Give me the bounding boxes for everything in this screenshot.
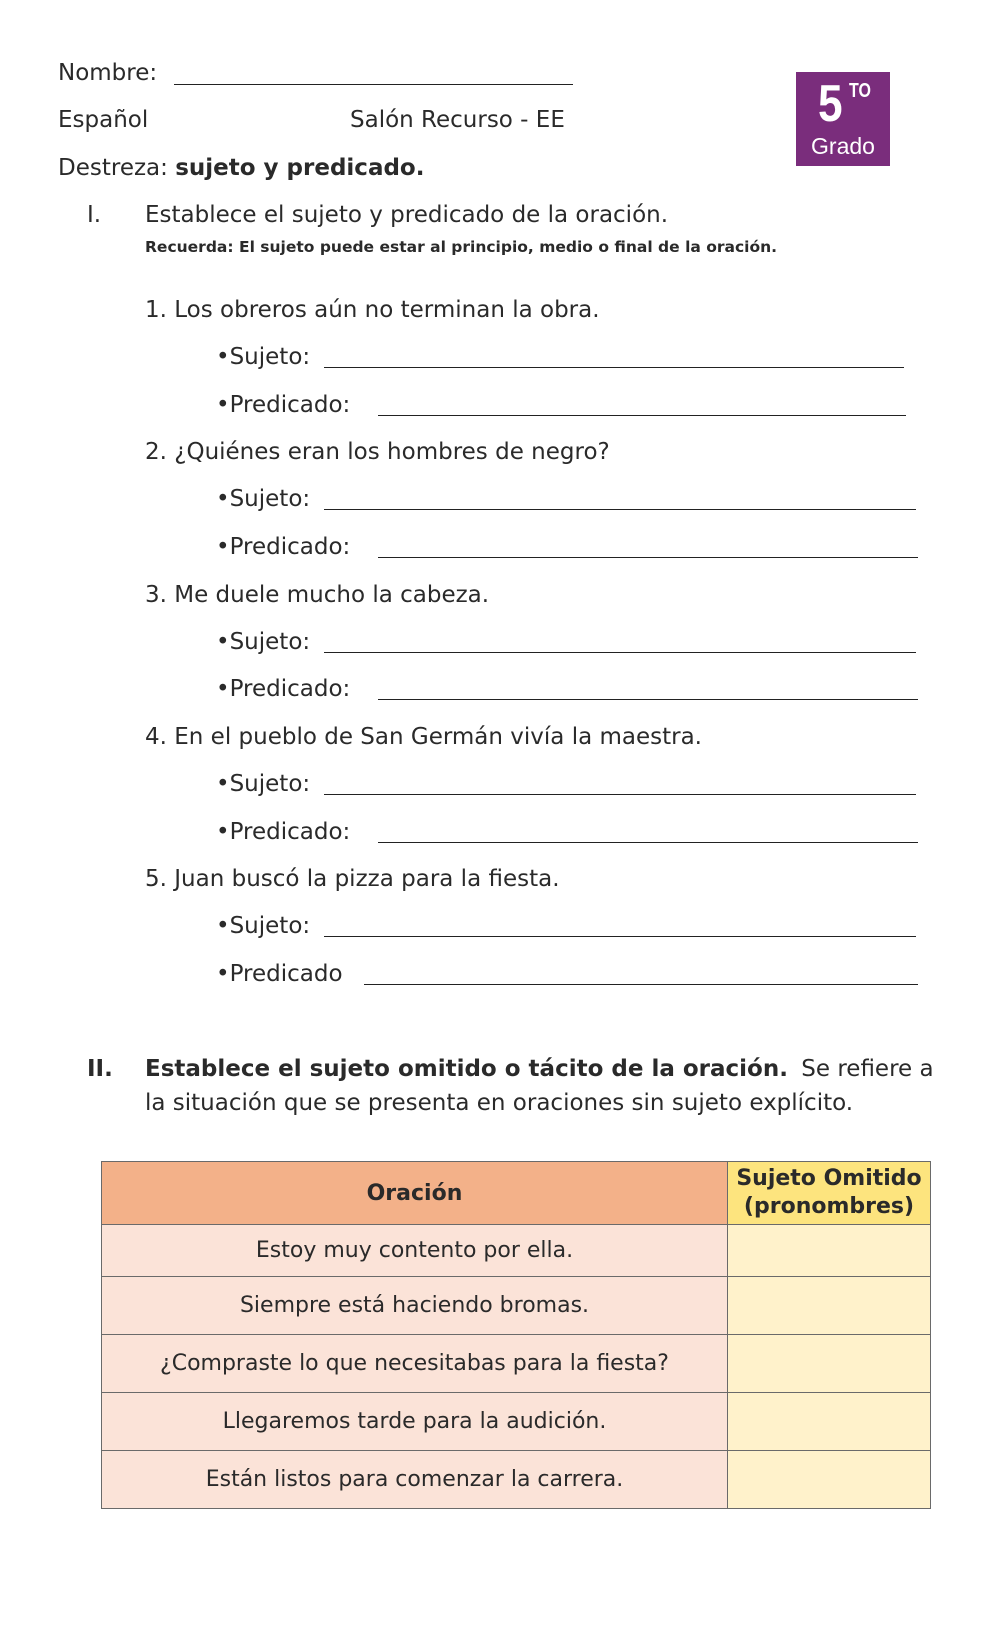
answer-cell[interactable] xyxy=(728,1451,931,1509)
grade-number: 5 xyxy=(818,75,843,133)
answer-cell[interactable] xyxy=(728,1393,931,1451)
sentence-cell: Estoy muy contento por ella. xyxy=(102,1225,728,1277)
item-1-sujeto-label: Sujeto: xyxy=(229,344,311,370)
item-2-sentence: 2. ¿Quiénes eran los hombres de negro? xyxy=(145,439,610,465)
table-row xyxy=(102,1277,931,1335)
header-sujeto-line1: Sujeto Omitido xyxy=(736,1166,922,1191)
header-oracion: Oración xyxy=(102,1162,728,1225)
section2-title-bold: Establece el sujeto omitido o tácito de la oración. xyxy=(145,1056,788,1082)
answer-cell[interactable] xyxy=(728,1225,931,1277)
skill-value: sujeto y predicado. xyxy=(175,155,425,181)
item-1-sentence: 1. Los obreros aún no terminan la obra. xyxy=(145,297,600,323)
sentence-cell: Siempre está haciendo bromas. xyxy=(102,1277,728,1335)
section1-numeral: I. xyxy=(87,202,102,228)
nombre-answer-line[interactable] xyxy=(174,84,573,85)
item-4-sujeto: •Sujeto: xyxy=(216,771,311,797)
item-1-predicado: •Predicado: xyxy=(216,392,351,418)
item-1-predicado-label: Predicado: xyxy=(229,392,351,418)
item-1-predicado-line[interactable] xyxy=(378,415,906,416)
item-3-sujeto: •Sujeto: xyxy=(216,629,311,655)
item-2-predicado-label: Predicado: xyxy=(229,534,351,560)
section1-title: Establece el sujeto y predicado de la oración. xyxy=(145,202,669,228)
grade-superscript: TO xyxy=(849,80,871,102)
item-5-predicado-label: Predicado xyxy=(229,961,343,987)
grade-label: Grado xyxy=(811,133,875,159)
section2-title-line2: la situación que se presenta en oraciones sin sujeto explícito. xyxy=(145,1090,854,1116)
item-3-sentence: 3. Me duele mucho la cabeza. xyxy=(145,582,490,608)
item-2-predicado-line[interactable] xyxy=(378,557,918,558)
item-5-predicado: •Predicado xyxy=(216,961,343,987)
section2-title-line1 xyxy=(145,1054,934,1084)
header-sujeto-line2: (pronombres) xyxy=(743,1194,915,1219)
item-5-sujeto-line[interactable] xyxy=(324,936,916,937)
section2-title-rest: Se refiere a xyxy=(801,1056,934,1082)
nombre-label: Nombre: xyxy=(58,60,158,86)
item-3-predicado-line[interactable] xyxy=(378,699,918,700)
item-5-sentence: 5. Juan buscó la pizza para la fiesta. xyxy=(145,866,560,892)
item-3-predicado-label: Predicado: xyxy=(229,676,351,702)
table-row xyxy=(102,1335,931,1393)
item-5-predicado-line[interactable] xyxy=(364,984,918,985)
item-2-sujeto: •Sujeto: xyxy=(216,486,311,512)
subject-label: Español xyxy=(58,107,149,133)
item-4-sujeto-line[interactable] xyxy=(324,794,916,795)
sentence-cell: Están listos para comenzar la carrera. xyxy=(102,1451,728,1509)
item-2-sujeto-line[interactable] xyxy=(324,509,916,510)
item-5-sujeto-label: Sujeto: xyxy=(229,913,311,939)
item-3-sujeto-line[interactable] xyxy=(324,652,916,653)
grade-badge xyxy=(796,72,890,166)
table-header-row xyxy=(102,1162,931,1225)
section2-numeral: II. xyxy=(87,1056,113,1082)
header-sujeto-omitido xyxy=(728,1162,931,1225)
item-4-predicado: •Predicado: xyxy=(216,819,351,845)
sentence-cell: Llegaremos tarde para la audición. xyxy=(102,1393,728,1451)
item-1-sujeto: •Sujeto: xyxy=(216,344,311,370)
classroom-label: Salón Recurso - EE xyxy=(350,107,565,133)
answer-cell[interactable] xyxy=(728,1335,931,1393)
table-row xyxy=(102,1451,931,1509)
skill-label: Destreza: xyxy=(58,155,168,181)
table-row xyxy=(102,1225,931,1277)
item-3-predicado: •Predicado: xyxy=(216,676,351,702)
item-2-sujeto-label: Sujeto: xyxy=(229,486,311,512)
answer-cell[interactable] xyxy=(728,1277,931,1335)
item-1-sujeto-line[interactable] xyxy=(324,367,904,368)
item-4-predicado-label: Predicado: xyxy=(229,819,351,845)
section1-reminder: Recuerda: El sujeto puede estar al principio, medio o final de la oración. xyxy=(145,238,778,256)
item-2-predicado: •Predicado: xyxy=(216,534,351,560)
item-3-sujeto-label: Sujeto: xyxy=(229,629,311,655)
sentences-table xyxy=(101,1161,931,1509)
item-4-sujeto-label: Sujeto: xyxy=(229,771,311,797)
skill-line xyxy=(58,153,424,183)
item-4-sentence: 4. En el pueblo de San Germán vivía la maestra. xyxy=(145,724,702,750)
item-4-predicado-line[interactable] xyxy=(378,842,918,843)
sentence-cell: ¿Compraste lo que necesitabas para la fiesta? xyxy=(102,1335,728,1393)
item-5-sujeto: •Sujeto: xyxy=(216,913,311,939)
table-row xyxy=(102,1393,931,1451)
